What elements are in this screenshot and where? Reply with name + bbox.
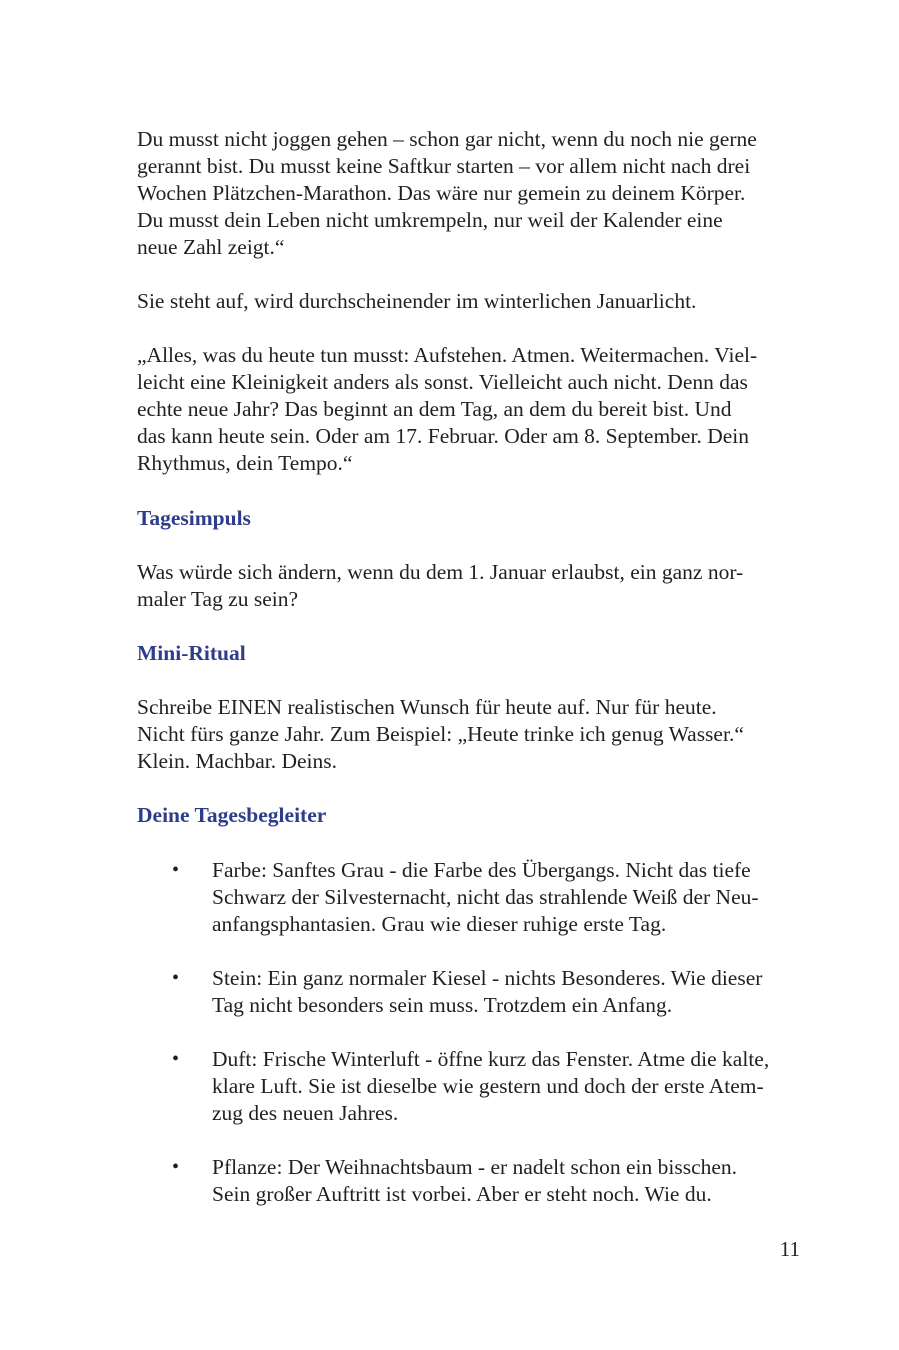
paragraph-line: gerannt bist. Du musst keine Saftkur starten – vor allem nicht nach drei: [137, 154, 751, 178]
paragraph-line: Was würde sich ändern, wenn du dem 1. Januar erlaubst, ein ganz nor-: [137, 560, 744, 584]
list-item-line: klare Luft. Sie ist dieselbe wie gestern und doch der erste Atem-: [212, 1074, 764, 1098]
list-item-line: Tag nicht besonders sein muss. Trotzdem ein Anfang.: [212, 993, 673, 1017]
bullet-icon: •: [172, 967, 180, 989]
paragraph-line: Schreibe EINEN realistischen Wunsch für heute auf. Nur für heute.: [137, 695, 717, 719]
paragraph-line: echte neue Jahr? Das beginnt an dem Tag, an dem du bereit bist. Und: [137, 397, 732, 421]
list-item-line: Sein großer Auftritt ist vorbei. Aber er steht noch. Wie du.: [212, 1182, 712, 1206]
paragraph-line: Du musst dein Leben nicht umkrempeln, nur weil der Kalender eine: [137, 208, 723, 232]
list-item-line: anfangsphantasien. Grau wie dieser ruhige erste Tag.: [212, 912, 667, 936]
bullet-icon: •: [172, 1156, 180, 1178]
paragraph-line: Du musst nicht joggen gehen – schon gar nicht, wenn du noch nie gerne: [137, 127, 757, 151]
paragraph-line: Sie steht auf, wird durchscheinender im winterlichen Januarlicht.: [137, 289, 697, 313]
section-heading-mini-ritual: Mini-Ritual: [137, 641, 246, 665]
section-heading-tagesimpuls: Tagesimpuls: [137, 506, 251, 530]
paragraph-line: leicht eine Kleinigkeit anders als sonst. Vielleicht auch nicht. Denn das: [137, 370, 748, 394]
bullet-icon: •: [172, 1048, 180, 1070]
paragraph-line: neue Zahl zeigt.“: [137, 235, 285, 259]
section-heading-tagesbegleiter: Deine Tagesbegleiter: [137, 803, 327, 827]
list-item-line: Pflanze: Der Weihnachtsbaum - er nadelt schon ein bisschen.: [212, 1155, 738, 1179]
list-item-line: Stein: Ein ganz normaler Kiesel - nichts Besonderes. Wie dieser: [212, 966, 763, 990]
paragraph-line: Nicht fürs ganze Jahr. Zum Beispiel: „Heute trinke ich genug Wasser.“: [137, 722, 744, 746]
paragraph-line: Wochen Plätzchen-Marathon. Das wäre nur gemein zu deinem Körper.: [137, 181, 746, 205]
paragraph-line: „Alles, was du heute tun musst: Aufstehen. Atmen. Weitermachen. Viel-: [137, 343, 758, 367]
list-item-line: zug des neuen Jahres.: [212, 1101, 399, 1125]
paragraph-line: maler Tag zu sein?: [137, 587, 299, 611]
list-item-line: Farbe: Sanftes Grau - die Farbe des Übergangs. Nicht das tiefe: [212, 858, 751, 882]
bullet-icon: •: [172, 859, 180, 881]
paragraph-line: Rhythmus, dein Tempo.“: [137, 451, 353, 475]
list-item-line: Schwarz der Silvesternacht, nicht das strahlende Weiß der Neu-: [212, 885, 759, 909]
paragraph-line: Klein. Machbar. Deins.: [137, 749, 338, 773]
page-number: 11: [779, 1237, 800, 1261]
list-item-line: Duft: Frische Winterluft - öffne kurz das Fenster. Atme die kalte,: [212, 1047, 770, 1071]
paragraph-line: das kann heute sein. Oder am 17. Februar. Oder am 8. September. Dein: [137, 424, 749, 448]
